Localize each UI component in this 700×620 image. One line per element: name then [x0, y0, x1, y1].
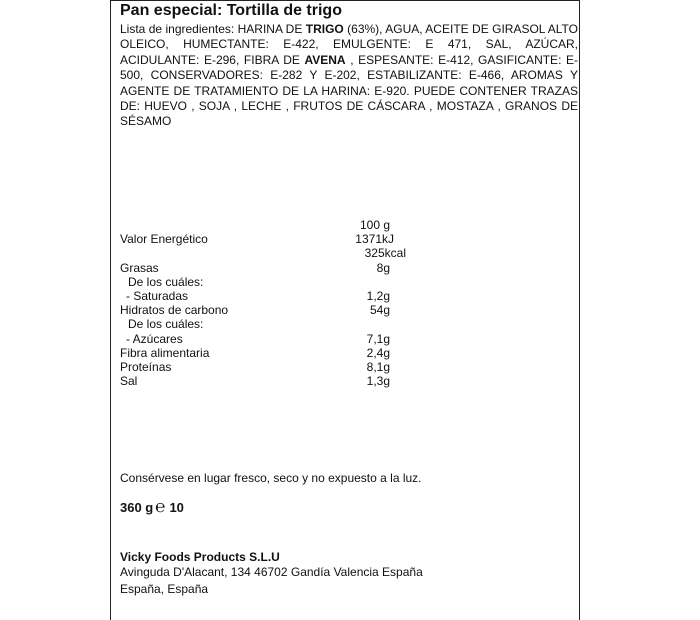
company-address: Avinguda D'Alacant, 134 46702 Gandía Valencia España	[120, 565, 423, 579]
nutrition-value: 8g	[376, 260, 390, 275]
nutrition-row	[120, 317, 420, 331]
nutrition-value: 7,1g	[366, 331, 390, 346]
product-title: Pan especial: Tortilla de trigo	[120, 2, 342, 19]
nutrition-row	[120, 346, 420, 360]
weight-amount: 360 g	[120, 500, 154, 515]
allergen-oat: AVENA	[304, 52, 346, 67]
nutrition-value: 1371kJ	[355, 232, 394, 247]
ingredients-list	[120, 22, 578, 130]
nutrition-label: Fibra alimentaria	[120, 345, 210, 360]
nutrition-header: 100 g	[359, 218, 390, 232]
net-weight	[120, 497, 184, 516]
nutrition-value: 1,2g	[366, 288, 390, 303]
nutrition-row	[120, 261, 420, 275]
nutrition-value: 325kcal	[364, 246, 406, 261]
nutrition-header-row	[120, 218, 420, 232]
nutrition-row	[120, 232, 420, 246]
ingredients-text-part3: , ESPESANTE: E-412, GASIFICANTE: E-500, CONSERVADORES: E-282 Y E-202, ESTABILIZANTE: E-466, AROMAS Y AGENTE DE TRATAMIENTO DE LA HARINA: E-920. PUEDE CONTENER TRAZAS DE: HUEVO , SOJA , LECHE , FRUTOS DE CÁSCARA , MOSTAZA , GRANOS DE SÉSAMO	[120, 52, 578, 129]
nutrition-label: Grasas	[120, 260, 159, 275]
nutrition-label: De los cuáles:	[128, 317, 204, 332]
nutrition-row	[120, 289, 420, 303]
nutrition-label: Hidratos de carbono	[120, 303, 229, 318]
allergen-wheat: TRIGO	[305, 22, 344, 36]
unit-count: 10	[169, 500, 184, 515]
company-name: Vicky Foods Products S.L.U	[120, 550, 280, 564]
nutrition-table	[120, 218, 420, 388]
nutrition-row	[120, 303, 420, 317]
nutrition-row	[120, 360, 420, 374]
nutrition-label: Valor Energético	[120, 232, 208, 247]
nutrition-label: - Azúcares	[126, 331, 183, 346]
nutrition-row	[120, 246, 420, 260]
nutrition-value: 8,1g	[366, 359, 390, 374]
nutrition-value: 2,4g	[366, 345, 390, 360]
nutrition-label: Proteínas	[120, 359, 172, 374]
nutrition-row	[120, 275, 420, 289]
nutrition-label: - Saturadas	[126, 288, 189, 303]
storage-instructions: Consérvese en lugar fresco, seco y no expuesto a la luz.	[120, 471, 422, 485]
company-country: España, España	[120, 582, 209, 596]
ingredients-text-prefix: Lista de ingredientes: HARINA DE	[120, 22, 306, 36]
nutrition-label: Sal	[120, 374, 138, 389]
nutrition-value: 1,3g	[366, 374, 390, 389]
estimated-sign-icon: ℮	[155, 497, 166, 516]
nutrition-value: 54g	[369, 303, 390, 318]
ingredients-text-part2: (63%), AGUA, ACEITE DE GIRASOL ALTO OLEICO, HUMECTANTE: E-422, EMULGENTE: E 471, SAL, AZÚCAR, ACIDULANTE: E-296, FIBRA DE	[120, 22, 578, 67]
nutrition-row	[120, 374, 420, 388]
nutrition-row	[120, 332, 420, 346]
nutrition-label: De los cuáles:	[128, 274, 204, 289]
